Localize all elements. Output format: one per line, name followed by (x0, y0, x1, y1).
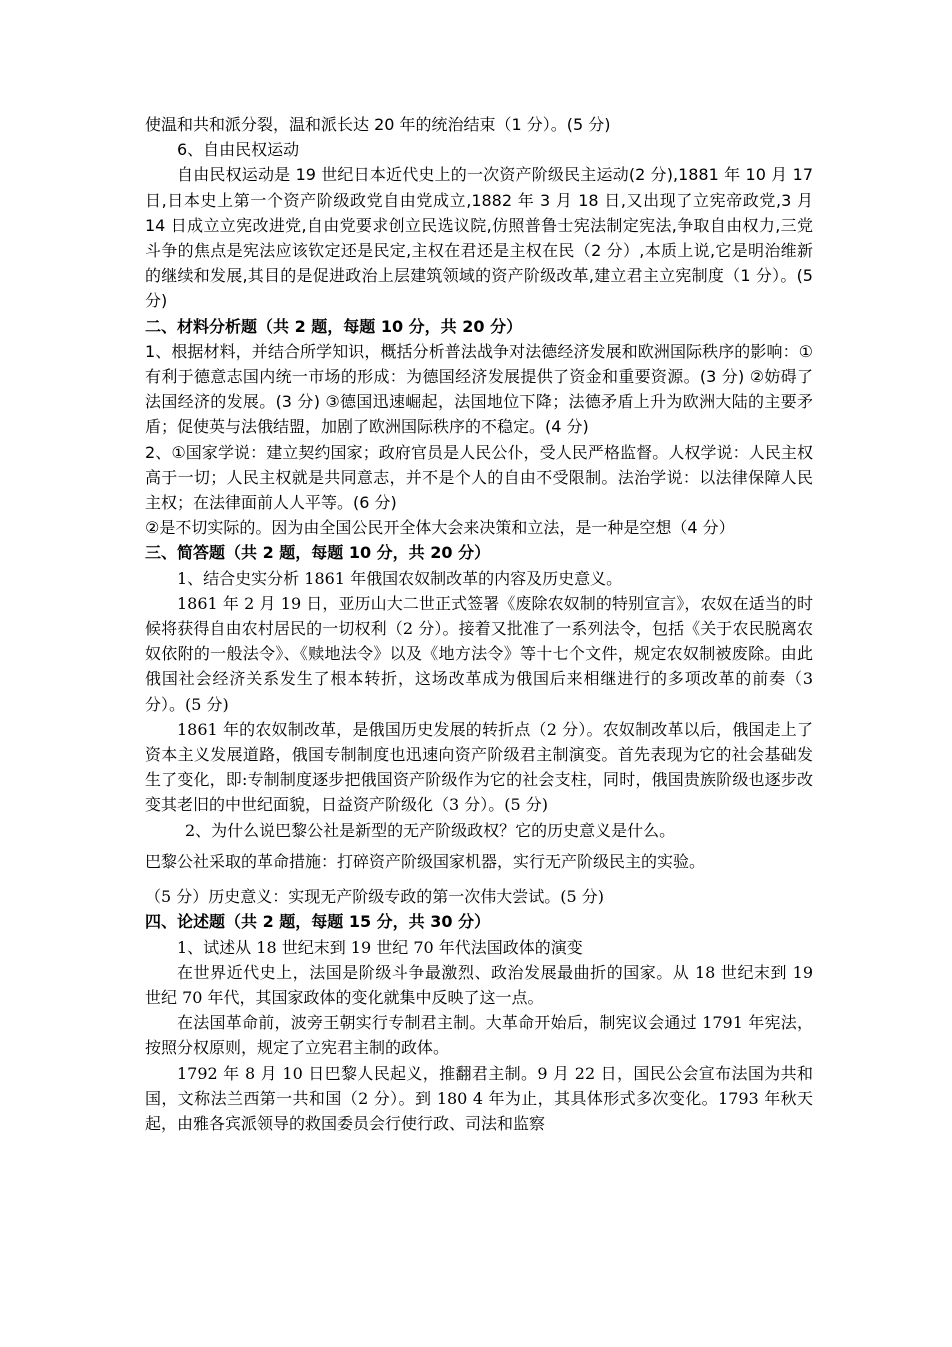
section-4 (145, 909, 813, 1136)
paragraph-3: 自由民权运动是 19 世纪日本近代史上的一次资产阶级民主运动(2 分),1881 年 10 月 17 日,日本史上第一个资产阶级政党自由党成立,1882 年 3 月 18 日,又出现了立宪帝政党,3 月 14 日成立立宪改进党,自由党要求创立民选议院,仿照普鲁士宪法制定宪法,争取自由权力,三党斗争的焦点是宪法应该钦定还是民定,主权在君还是主权在民（2 分）,本质上说,它是明治维新的继续和发展,其目的是促进政治上层建筑领域的资产阶级改革,建立君主立宪制度（1 分）。(5 分) (145, 165, 813, 311)
section-3-paragraph-2: 1861 年 2 月 19 日，亚历山大二世正式签署《废除农奴制的特别宣言》，农奴在适当的时候将获得自由农村居民的一切权利（2 分）。接着又批准了一系列法令，包括《关于农民脱离农奴依附的一般法令》、《赎地法令》以及《地方法令》等十七个文件，规定农奴制被废除。由此俄国社会经济关系发生了根本转折，这场改革成为俄国后来相继进行的多项改革的前奏（3 分）。(5 分) (145, 593, 813, 714)
section-2-paragraph-1: 1、根据材料，并结合所学知识，概括分析普法战争对法德经济发展和欧洲国际秩序的影响：①有利于德意志国内统一市场的形成：为德国经济发展提供了资金和重要资源。(3 分) ②妨碍了法国经济的发展。(3 分) ③德国迅速崛起，法国地位下降；法德矛盾上升为欧洲大陆的主要矛盾；促使英与法俄结盟，加剧了欧洲国际秩序的不稳定。(4 分) (145, 341, 813, 437)
section-2-paragraph-3: ②是不切实际的。因为由全国公民开全体大会来决策和立法，是一种是空想（4 分） (145, 518, 735, 538)
section-3-paragraph-5: 巴黎公社采取的革命措施：打碎资产阶级国家机器，实行无产阶级民主的实验。 (145, 851, 706, 871)
section-3-paragraph-1: 1、结合史实分析 1861 年俄国农奴制改革的内容及历史意义。 (177, 568, 623, 588)
section-2-paragraph-2: 2、①国家学说：建立契约国家；政府官员是人民公仆，受人民严格监督。人权学说：人民主权高于一切；人民主权就是共同意志，并不是个人的自由不受限制。法治学说：以法律保障人民主权；在法律面前人人平等。(6 分) (145, 442, 813, 513)
paragraph-1: 使温和共和派分裂，温和派长达 20 年的统治结束（1 分）。(5 分) (145, 115, 611, 134)
section-4-paragraph-2: 在世界近代史上，法国是阶级斗争最激烈、政治发展最曲折的国家。从 18 世纪末到 19 世纪 70 年代，其国家政体的变化就集中反映了这一点。 (145, 962, 813, 1007)
document-page (145, 112, 813, 1136)
section-3-paragraph-6: （5 分）历史意义：实现无产阶级专政的第一次伟大尝试。(5 分) (145, 887, 605, 907)
section-4-paragraph-3: 在法国革命前，波旁王朝实行专制君主制。大革命开始后，制宪议会通过 1791 年宪法，按照分权原则，规定了立宪君主制的政体。 (145, 1013, 813, 1058)
section-3-paragraph-3: 1861 年的农奴制改革，是俄国历史发展的转折点（2 分）。农奴制改革以后，俄国走上了资本主义发展道路，俄国专制制度也迅速向资产阶级君主制演变。首先表现为它的社会基础发生了变化，即:专制制度逐步把俄国资产阶级作为它的社会支柱，同时，俄国贵族阶级也逐步改变其老旧的中世纪面貌，日益资产阶级化（3 分）。(5 分) (145, 719, 813, 815)
section-4-paragraph-4: 1792 年 8 月 10 日巴黎人民起义，推翻君主制。9 月 22 日，国民公会宣布法国为共和国，文称法兰西第一共和国（2 分）。到 180 4 年为止，其具体形式多次变化。1793 年秋天起，由雅各宾派领导的救国委员会行使行政、司法和监察 (145, 1063, 813, 1133)
section-2 (145, 314, 813, 541)
section-3-heading: 三、简答题（共 2 题，每题 10 分，共 20 分） (145, 543, 491, 563)
section-2-heading: 二、材料分析题（共 2 题，每题 10 分，共 20 分） (145, 316, 523, 336)
paragraph-2: 6、自由民权运动 (177, 140, 300, 160)
section-3-paragraph-4: 2、为什么说巴黎公社是新型的无产阶级政权？它的历史意义是什么。 (185, 820, 676, 840)
section-3 (145, 540, 813, 909)
section-4-paragraph-1: 1、试述从 18 世纪末到 19 世纪 70 年代法国政体的演变 (177, 937, 583, 957)
section-4-heading: 四、论述题（共 2 题，每题 15 分，共 30 分） (145, 912, 491, 932)
